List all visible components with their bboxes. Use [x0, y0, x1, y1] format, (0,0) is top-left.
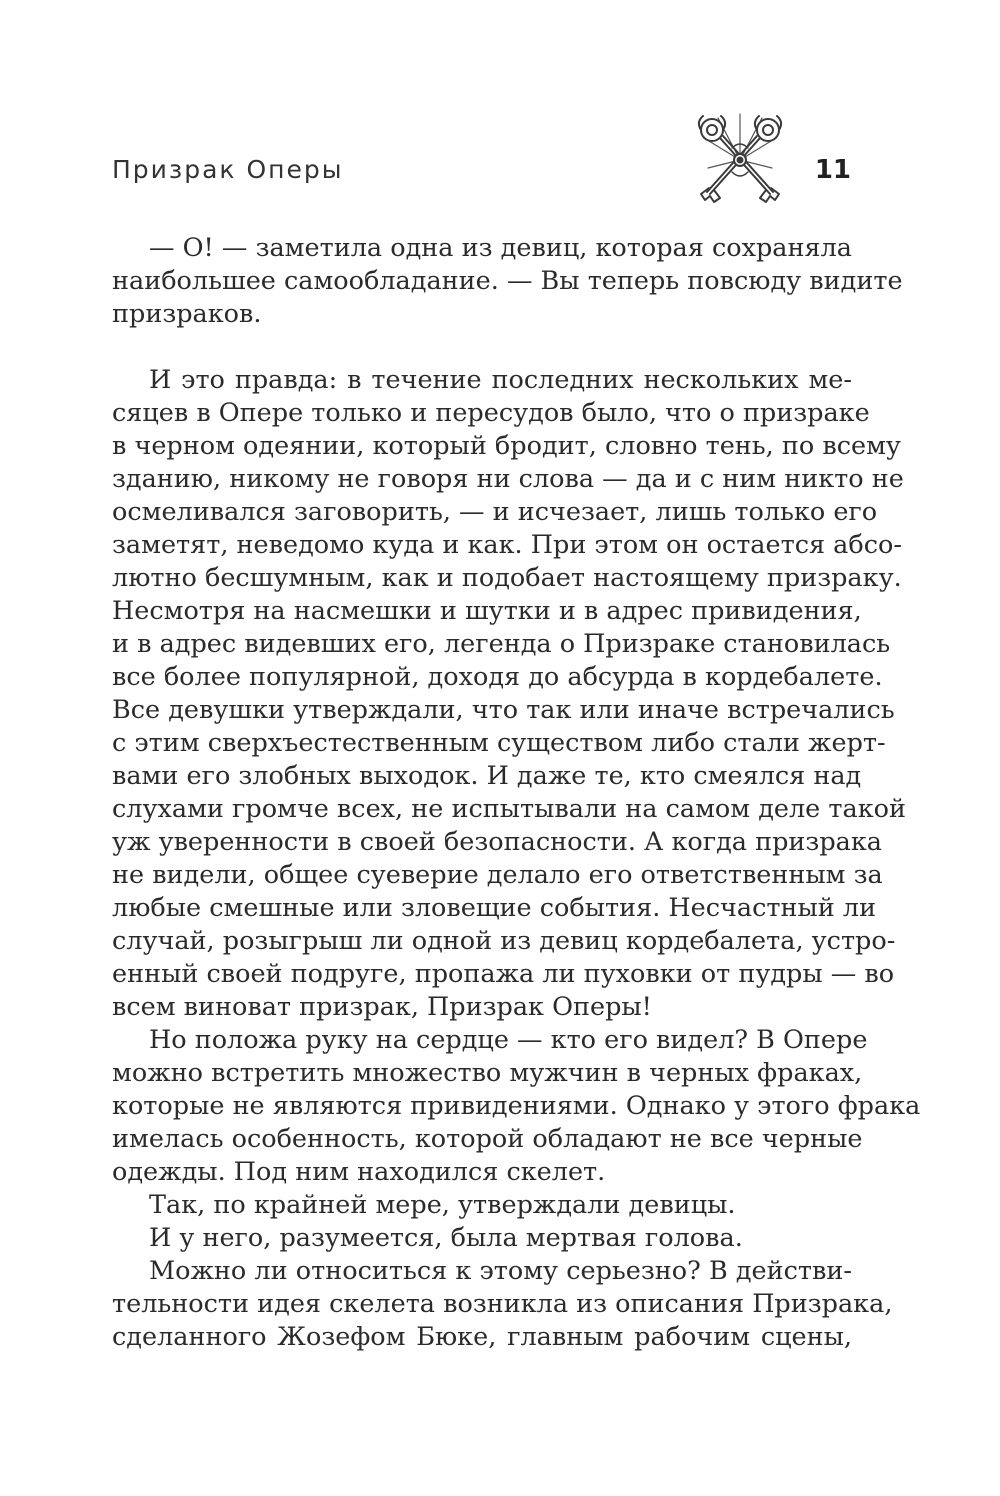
text-line: сяцев в Опере только и пересудов было, что о призраке [112, 398, 870, 428]
text-line: призраков. [112, 299, 262, 329]
text-line: уж уверенности в своей безопасности. А когда призрака [112, 827, 883, 857]
text-line: Но положа руку на сердце — кто его видел? В Опере [149, 1025, 868, 1055]
text-line: осмеливался заговорить, — и исчезает, лишь только его [112, 497, 878, 527]
text-line: заметят, неведомо куда и как. При этом он остается абсо- [112, 530, 902, 560]
text-line: можно встретить множество мужчин в черных фраках, [112, 1058, 863, 1088]
paragraph [112, 1024, 921, 1189]
paragraph [112, 232, 903, 331]
text-line: И это правда: в течение последних нескольких ме- [149, 365, 852, 395]
paragraph [112, 1222, 852, 1255]
paragraph [112, 364, 906, 1024]
text-line: сделанного Жозефом Бюке, главным рабочим сцены, [112, 1322, 852, 1352]
text-line: всем виноват призрак, Призрак Оперы! [112, 992, 652, 1022]
text-line: енный своей подруге, пропажа ли пуховки от пудры — во [112, 959, 895, 989]
text-line: тельности идея скелета возникла из описания Призрака, [112, 1289, 893, 1319]
text-line: которые не являются привидениями. Однако у этого фрака [112, 1091, 921, 1121]
text-line: — О! — заметила одна из девиц, которая сохраняла [149, 233, 852, 263]
text-line: случай, розыгрыш ли одной из девиц кордебалета, устро- [112, 926, 896, 956]
crossed-keys-icon [688, 108, 792, 212]
text-line: И у него, разумеется, была мертвая голова. [149, 1223, 743, 1253]
text-line: Можно ли относиться к этому серьезно? В действи- [149, 1256, 852, 1286]
paragraph-gap [112, 331, 852, 364]
body-text [112, 232, 921, 1354]
text-line: Несмотря на насмешки и шутки и в адрес привидения, [112, 596, 862, 626]
text-line: имелась особенность, которой обладают не все черные [112, 1124, 863, 1154]
text-line: вами его злобных выходок. И даже те, кто смеялся над [112, 761, 862, 791]
running-title: Призрак Оперы [112, 155, 344, 184]
text-line: любые смешные или зловещие события. Несчастный ли [112, 893, 877, 923]
text-line: одежды. Под ним находился скелет. [112, 1157, 606, 1187]
text-line: слухами громче всех, не испытывали на самом деле такой [112, 794, 906, 824]
text-line: наибольшее самообладание. — Вы теперь повсюду видите [112, 266, 903, 296]
paragraph [112, 1255, 893, 1354]
page-number: 11 [814, 155, 851, 185]
paragraph [112, 1189, 852, 1222]
text-line: и в адрес видевших его, легенда о Призраке становилась [112, 629, 891, 659]
text-line: зданию, никому не говоря ни слова — да и с ним никто не [112, 464, 904, 494]
text-line: с этим сверхъестественным существом либо стали жерт- [112, 728, 886, 758]
text-line: лютно бесшумным, как и подобает настоящему призраку. [112, 563, 902, 593]
text-line: Так, по крайней мере, утверждали девицы. [149, 1190, 736, 1220]
text-line: в черном одеянии, который бродит, словно тень, по всему [112, 431, 901, 461]
text-line: все более популярной, доходя до абсурда в кордебалете. [112, 662, 883, 692]
text-line: Все девушки утверждали, что так или иначе встречались [112, 695, 895, 725]
text-line: не видели, общее суеверие делало его ответственным за [112, 860, 883, 890]
